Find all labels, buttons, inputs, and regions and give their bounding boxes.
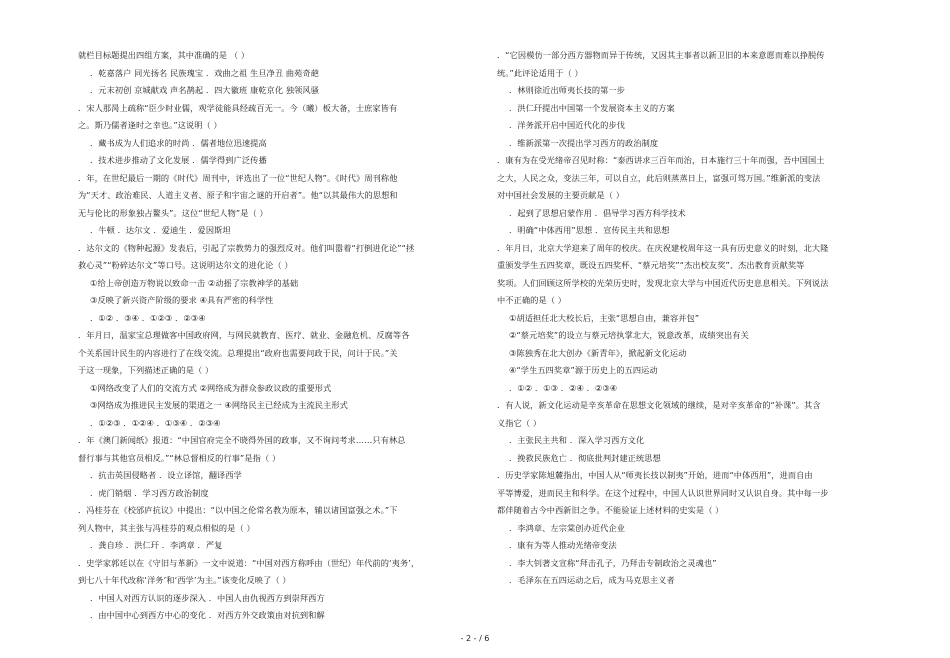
text-line: ．李大钊著文宣称“拜击孔子，乃拜击专制政治之灵魂也” [509,557,717,568]
text-line: ①胡适担任北大校长后，主张“思想自由，兼容并包” [509,312,700,323]
text-line: ④“学生五四奖章”源于历史上的五四运动 [509,365,658,375]
text-line: ．年月日，温家宝总理做客中国政府网，与网民就教育、医疗、就业、金融危机、反腐等各 [78,330,410,340]
text-line: ．①② ．③④ ．①②③ ．②③④ [90,312,206,323]
text-line: 救心灵”“粉碎达尔文”等口号。这说明达尔文的进化论（ ） [78,260,293,270]
text-line: ②“蔡元培奖”的设立与蔡元培执掌北大，锐意改革，成绩突出有关 [509,330,749,340]
text-line: 统。”此评论适用于（ ） [497,67,583,78]
text-line: 到七八十年代改称‘洋务’和‘西学’为主。”该变化反映了（ ） [78,575,291,585]
text-line: ．挽救民族危亡 ．彻底批判封建正统思想 [509,452,661,463]
text-line: 奖项。人们回顾这所学校的光荣历史时，发现北京大学与中国近代历史息息相关。下列说法 [497,277,829,288]
text-line: 义指它（ ） [497,417,542,428]
text-line: ③陈独秀在北大创办《新青年》，掀起新文化运动 [509,347,687,358]
text-line: ．技术进步推动了文化发展 ．儒学得到广泛传播 [90,155,267,165]
text-line: ．由中国中心到西方中心的变化 ．对西方外交政策由对抗到和解 [90,610,325,620]
text-line: ①给上帝创造万物说以致命一击 ②动摇了宗教神学的基础 [90,277,299,288]
text-line: ③反映了新兴资产阶级的要求 ④具有严密的科学性 [90,295,274,305]
text-line: 对中国社会发展的主要贡献是（ ） [497,190,625,200]
text-line: ．抗击英国侵略者 ．设立译馆，翻译西学 [90,470,242,480]
text-line: ．虎门销烟 ．学习西方政治制度 [90,487,209,498]
text-line: 都伴随着古今中西新旧之争。不能验证上述材料的史实是（ ） [497,505,724,515]
text-line: ③网络成为推进民主发展的渠道之一 ④网络民主已经成为主流民主形式 [90,400,348,410]
text-line: ．“它因模仿一部分西方器物而异于传统，又因其主事者以新卫旧的本来意愿而难以挣脱传 [497,50,825,60]
text-line: ．李鸿章、左宗棠创办近代企业 [509,522,626,533]
text-line: 重颁发学生五四奖章，既设五四奖杯、“蔡元培奖”“杰出校友奖”、杰出教育贡献奖等 [497,260,805,270]
page-number: - 2 - / 6 [460,634,490,643]
text-line: ．①②③ ．①②④ ．①③④ ．②③④ [90,417,221,428]
text-line: ．①② ．①③ ．②④ ．②③④ [509,382,618,393]
text-line: ．年《澳门新闻纸》报道：“中国官府完全不晓得外国的政事，又不询问考求……只有林总 [78,435,406,445]
text-line: ．康有为等人推动光绪帝变法 [509,540,617,550]
text-line: 之。斯乃儒者逢时之幸也。”这说明（ ） [78,120,222,130]
text-line: ．明确“中体西用”思想 ．宣传民主共和思想 [509,225,670,235]
text-line: ．毛泽东在五四运动之后，成为马克思主义者 [509,575,675,585]
text-line: ．历史学家陈旭麓指出，中国人从“师夷长技以制夷”开始，进而“中体西用”，进而自由 [497,470,813,480]
text-line: 为“天才、政治难民、人道主义者、原子和宇宙之谜的开启者”。他“以其最伟大的思想和 [78,190,398,200]
text-line: 无与伦比的形象独占鳌头”。这位“世纪人物”是（ ） [78,207,268,218]
text-line: ．维新派第一次提出学习西方的政治制度 [509,137,659,148]
text-line: ．洋务派开启中国近代化的步伐 [509,120,626,130]
text-line: ．年月日，北京大学迎来了周年的校庆。在庆祝建校周年这一具有历史意义的时刻，北大隆 [497,242,829,253]
text-line: ．藏书成为人们追求的时尚 ．儒者地位迅速提高 [90,137,267,148]
text-line: ．宋人那昺上疏称“臣少时业儒，观学徒能具经疏百无一。今（曦）板大备，士庶家皆有 [78,102,398,113]
text-line: ．龚自珍 ．洪仁玕 ．李鸿章 ．严复 [90,540,223,550]
text-line: ．乾嘉落户 同光扬名 民族瑰宝 ．戏曲之祖 生旦净丑 曲苑奇葩 [90,67,319,78]
text-line: ．洪仁玕提出中国第一个发展资本主义的方案 [509,102,675,113]
text-line: ．主张民主共和 ．深入学习西方文化 [509,435,645,445]
text-line: ．达尔文的《物种起源》发表后，引起了宗教势力的强烈反对。他们叫嚣着“打倒进化论”“拯 [78,242,415,253]
text-line: ．牛顿 ．达尔文 ．爱迪生 ．爱因斯坦 [90,225,231,235]
text-line: ．元末初创 京城献戏 声名鹊起 ．四大徽班 康乾京化 独领风骚 [90,85,319,95]
text-line: ．中国人对西方认识的逐步深入 ．中国人由仇视西方到崇拜西方 [90,592,325,603]
text-line: ．起到了思想启蒙作用 ．倡导学习西方科学技术 [509,207,686,218]
text-line: 于这一现象，下列描述正确的是（ ） [78,365,214,375]
text-line: ．有人说，新文化运动是辛亥革命在思想文化领域的继续，是对辛亥革命的“补课”。其含 [497,400,821,410]
text-line: ．冯桂芬在《校邠庐抗议》中提出：“以中国之伦常名教为原本，辅以诸国富强之术。”下 [78,505,398,515]
text-line: ．年，在世纪最后一期的《时代》周刊中，评选出了一位“世纪人物”。《时代》周刊称他 [78,172,398,183]
text-line: 督行事与其他官员相反。”“林总督相反的行事”是指（ ） [78,452,281,463]
text-line: 之大，人民之众，变法三年，可以自立，此后则蒸蒸日上，富强可驾万国。”维新派的变法 [497,172,821,183]
text-line: ．林则徐近出师夷长技的第一步 [509,85,626,95]
text-line: ．康有为在受光绪帝召见时称：“泰西讲求三百年而治，日本施行三十年而强，吾中国国土 [497,155,825,165]
text-line: ．史学家郭廷以在《守旧与革新》一文中说道：“中国对西方称呼由（世纪）年代前的‘夷务’， [78,557,420,568]
text-line: ①网络改变了人们的交流方式 ②网络成为群众参政议政的重要形式 [90,382,332,393]
text-line: 中不正确的是（ ） [497,295,567,305]
text-line: 列人物中，其主张与冯桂芬的观点相似的是（ ） [78,522,255,533]
text-line: 就栏目标题提出四组方案，其中准确的是 （ ） [78,50,250,60]
text-line: 平等博爱，进而民主和科学。在这个过程中，中国人认识世界同时又认识自身。其中每一步 [497,487,829,498]
text-line: 个关系国计民生的内容进行了在线交流。总理提出“政府也需要问政于民，问计于民。”关 [78,347,398,358]
